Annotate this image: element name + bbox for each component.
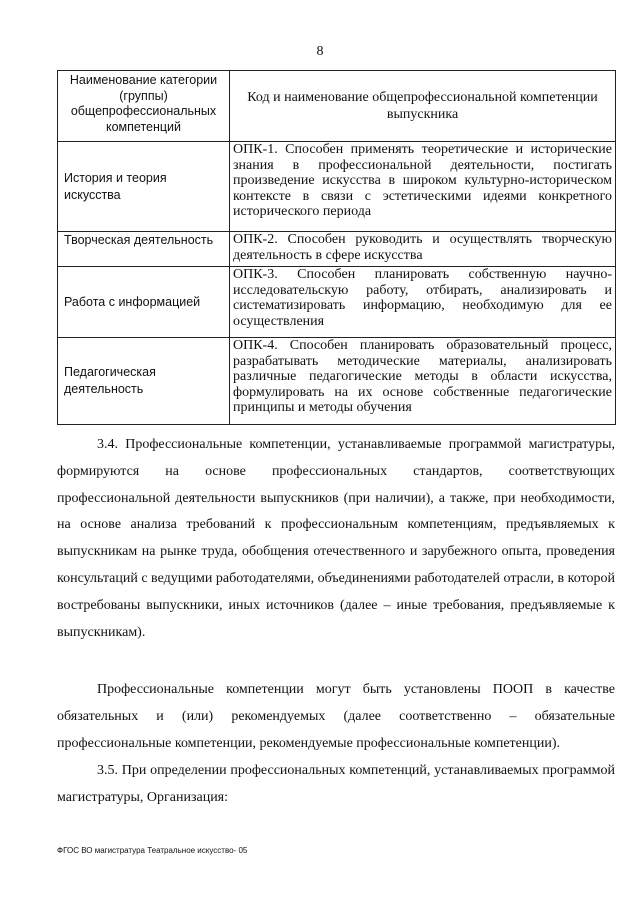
table-header-row [58,71,616,142]
row-category: Педагогическая деятельность [58,338,230,425]
paragraph-prof-competences: Профессиональные компетенции могут быть установлены ПООП в качестве обязательных и (или) рекомендуемых (далее соответственно – обязательные профессиональные компетенции, рекомендуемые профессиональные компетенции). [57,682,615,751]
row-category: Творческая деятельность [58,232,230,267]
row-competence: ОПК-4. Способен планировать образовательный процесс, разрабатывать методические материалы, анализировать различные педагогические методы в области искусства, формулировать на их основе собственные педагогические принципы и методы обучения [230,338,616,425]
page-number: 8 [316,44,324,59]
table-row [58,232,616,267]
paragraph-3-4: 3.4. Профессиональные компетенции, устанавливаемые программой магистратуры, формируются на основе профессиональных стандартов, соответствующих профессиональной деятельности выпускников (при наличии), а также, при необходимости, на основе анализа требований к профессиональным компетенциям, предъявляемых к выпускникам на рынке труда, обобщения отечественного и зарубежного опыта, проведения консультаций с ведущими работодателями, объединениями работодателей отрасли, в которой востребованы выпускники, иных источников (далее – иные требования, предъявляемые к выпускникам). [57,437,615,640]
footer-note: ФГОС ВО магистратура Театральное искусство- 05 [57,846,248,855]
header-competence: Код и наименование общепрофессиональной компетенции выпускника [230,71,616,142]
competence-table [57,70,616,425]
row-competence: ОПК-1. Способен применять теоретические и исторические знания в профессиональной деятельности, постигать произведение искусства в широком культурно-историческом контексте в связи с эстетическими идеями конкретного исторического периода [230,142,616,232]
row-category: История и теория искусства [58,142,230,232]
header-category: Наименование категории (группы) общепрофессиональных компетенций [58,71,230,142]
table-row [58,338,616,425]
row-competence: ОПК-2. Способен руководить и осуществлять творческую деятельность в сфере искусства [230,232,616,267]
table-row [58,142,616,232]
row-category: Работа с информацией [58,267,230,338]
table-row [58,267,616,338]
row-competence: ОПК-3. Способен планировать собственную научно-исследовательскую работу, отбирать, анализировать и систематизировать информацию, необходимую для ее осуществления [230,267,616,338]
paragraph-3-5: 3.5. При определении профессиональных компетенций, устанавливаемых программой магистратуры, Организация: [57,763,615,805]
